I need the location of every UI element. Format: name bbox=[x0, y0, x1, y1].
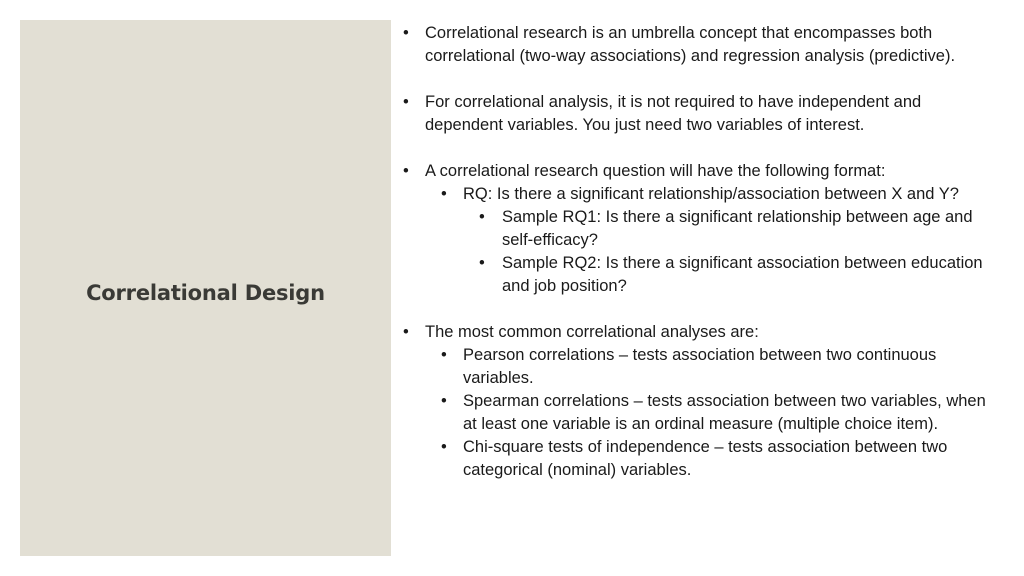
bullet-text: Pearson correlations – tests association between two continuous variables. bbox=[463, 346, 937, 387]
bullet-marker: • bbox=[403, 323, 409, 341]
bullet-marker: • bbox=[403, 162, 409, 180]
sub-bullet-spearman bbox=[402, 390, 1002, 436]
bullet-text: Sample RQ1: Is there a significant relationship between age and self-efficacy? bbox=[502, 208, 973, 249]
sub-sub-bullet-rq1 bbox=[402, 206, 1002, 252]
sub-sub-bullet-rq2 bbox=[402, 252, 1002, 298]
bullet-item-4 bbox=[402, 321, 1002, 344]
bullet-text: Spearman correlations – tests association between two variables, when at least one variable is an ordinal measure (multiple choice item). bbox=[463, 392, 986, 433]
sub-bullet-chi-square bbox=[402, 436, 1002, 482]
bullet-text: For correlational analysis, it is not required to have independent and dependent variables. You just need two variables of interest. bbox=[425, 93, 922, 134]
bullet-text: The most common correlational analyses are: bbox=[425, 323, 759, 341]
bullet-item-1 bbox=[402, 22, 1002, 68]
bullet-marker: • bbox=[441, 185, 447, 203]
bullet-text: A correlational research question will have the following format: bbox=[425, 162, 886, 180]
bullet-text: Chi-square tests of independence – tests association between two categorical (nominal) variables. bbox=[463, 438, 948, 479]
bullet-marker: • bbox=[441, 346, 447, 364]
bullet-marker: • bbox=[479, 254, 485, 272]
bullet-marker: • bbox=[479, 208, 485, 226]
bullet-marker: • bbox=[441, 438, 447, 456]
bullet-item-3 bbox=[402, 160, 1002, 183]
bullet-item-2 bbox=[402, 91, 1002, 137]
bullet-text: RQ: Is there a significant relationship/association between X and Y? bbox=[463, 185, 959, 203]
bullet-text: Correlational research is an umbrella concept that encompasses both correlational (two-way associations) and regression analysis (predictive). bbox=[425, 24, 956, 65]
bullet-list bbox=[402, 22, 1002, 482]
bullet-text: Sample RQ2: Is there a significant association between education and job position? bbox=[502, 254, 983, 295]
bullet-marker: • bbox=[403, 93, 409, 111]
title-panel bbox=[20, 20, 391, 556]
sub-bullet-rq bbox=[402, 183, 1002, 206]
slide-title: Correlational Design bbox=[86, 281, 325, 305]
bullet-marker: • bbox=[403, 24, 409, 42]
bullet-marker: • bbox=[441, 392, 447, 410]
sub-bullet-pearson bbox=[402, 344, 1002, 390]
